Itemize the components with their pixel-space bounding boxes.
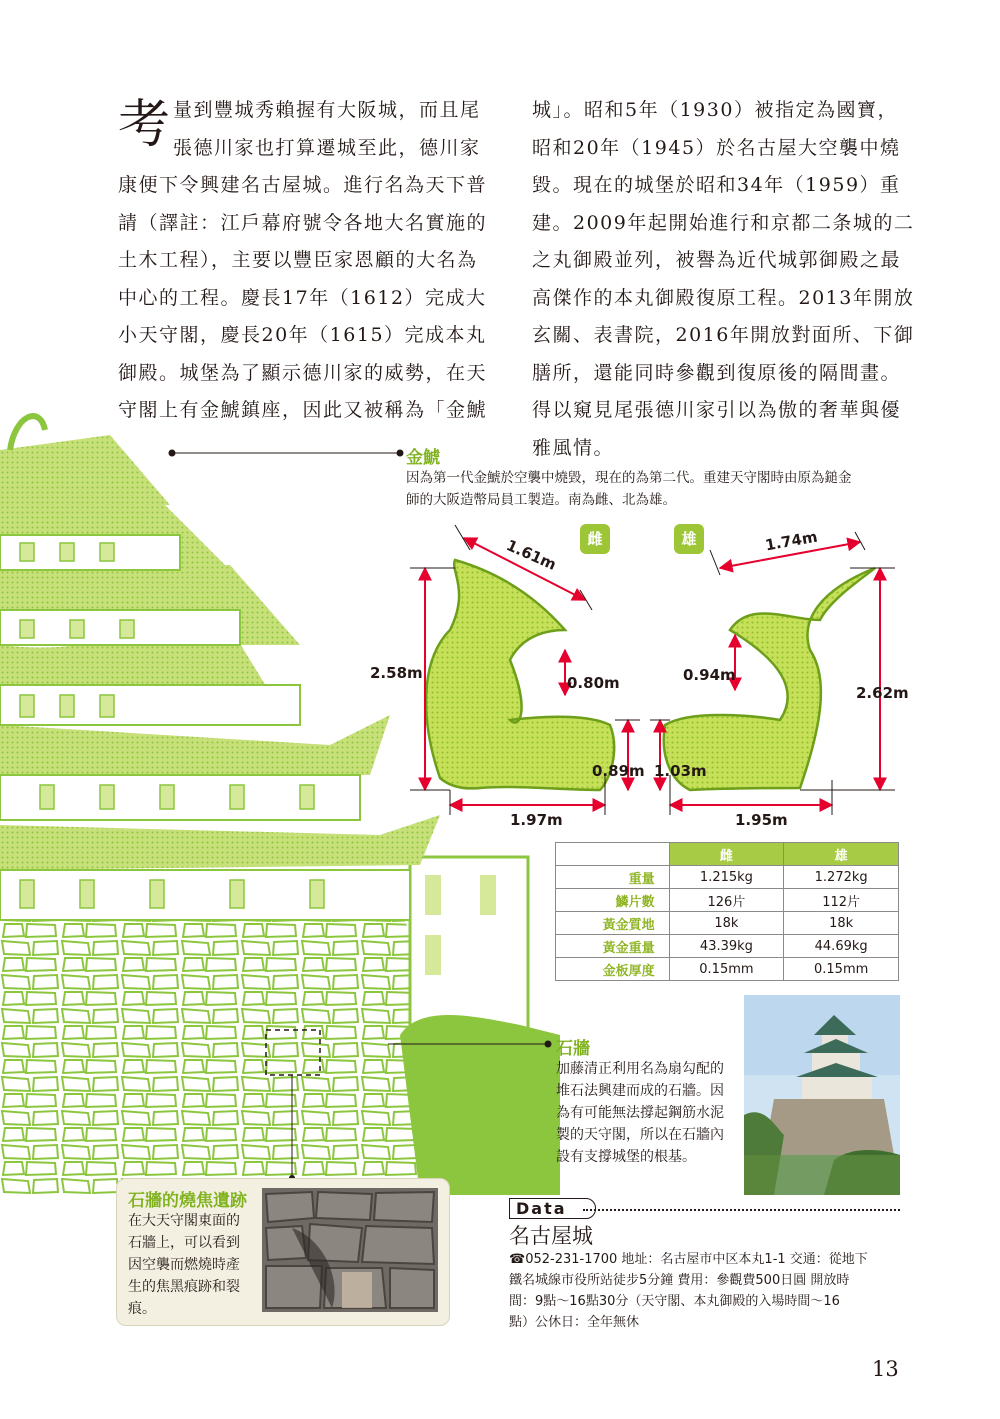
table-header-row xyxy=(556,843,899,866)
info-line: 間：9點～16點30分（天守閣、本丸御殿的入場時間～16 xyxy=(509,1294,840,1309)
table-row xyxy=(556,912,899,935)
info-line: ☎052-231-1700 地址：名古屋市中区本丸1-1 交通：從地下 xyxy=(509,1252,868,1267)
table-header: 雄 xyxy=(784,843,899,866)
text-line: 高傑作的本丸御殿復原工程。2013年開放 xyxy=(532,286,915,309)
page-number: 13 xyxy=(872,1357,899,1381)
table-row xyxy=(556,958,899,981)
burn-marks-caption xyxy=(128,1210,240,1320)
caption-line: 生的焦黑痕跡和裂 xyxy=(128,1279,240,1295)
text-line: 小天守閣，慶長20年（1615）完成本丸 xyxy=(118,324,487,346)
cell-male: 112片 xyxy=(784,889,899,912)
text-line: 張德川家也打算遷城至此，德川家 xyxy=(173,136,481,159)
text-line: 膳所，還能同時參觀到復原後的隔間畫。 xyxy=(532,361,902,384)
text-line: 中心的工程。慶長17年（1612）完成大 xyxy=(118,286,487,309)
data-tag: Data xyxy=(509,1198,596,1219)
text-line: 得以窺見尾張德川家引以為傲的奢華與優 xyxy=(532,399,902,421)
dim-female-height: 2.58m xyxy=(370,664,423,682)
female-badge: 雌 xyxy=(580,524,610,554)
info-line: 鐵名城線市役所站徒步5分鐘 費用：參觀費500日圓 開放時 xyxy=(509,1273,850,1288)
text-line: 御殿。城堡為了顯示德川家的威勢，在天 xyxy=(118,361,488,384)
text-line: 量到豐城秀賴握有大阪城，而且尾 xyxy=(173,99,481,121)
caption-line: 製的天守閣，所以在石牆內 xyxy=(556,1127,724,1143)
caption-line: 為有可能無法撐起鋼筋水泥 xyxy=(556,1105,724,1121)
data-divider xyxy=(583,1209,900,1211)
stone-wall-caption xyxy=(556,1058,724,1168)
text-line: 建。2009年起開始進行和京都二条城的二 xyxy=(532,211,915,234)
caption-line: 加藤清正利用名為扇勾配的 xyxy=(556,1061,724,1077)
caption-line: 設有支撐城堡的根基。 xyxy=(556,1149,696,1165)
row-label: 重量 xyxy=(556,866,670,889)
cell-female: 0.15mm xyxy=(669,958,784,981)
article-right-column xyxy=(532,92,914,467)
dim-female-head: 0.80m xyxy=(567,674,620,692)
kinshachi-diagram xyxy=(360,520,900,840)
caption-line: 痕。 xyxy=(128,1301,156,1317)
kinshachi-title: 金鯱 xyxy=(406,448,440,468)
text-line: 玄關、表書院，2016年開放對面所、下御 xyxy=(532,324,915,346)
text-line: 土木工程），主要以豐臣家恩顧的大名為 xyxy=(118,249,478,271)
table-header: 雌 xyxy=(669,843,784,866)
row-label: 金板厚度 xyxy=(556,958,670,981)
article-left-lead xyxy=(173,92,481,167)
text-line: 請（譯註：江戶幕府號令各地大名實施的 xyxy=(118,211,488,234)
caption-line: 堆石法興建而成的石牆。因 xyxy=(556,1083,724,1099)
dim-male-head: 0.94m xyxy=(683,666,736,684)
row-label: 鱗片數 xyxy=(556,889,670,912)
dim-male-width: 1.95m xyxy=(735,811,788,829)
dim-male-height: 2.62m xyxy=(856,684,909,702)
data-info xyxy=(509,1249,868,1333)
caption-line: 石牆上，可以看到 xyxy=(128,1235,240,1251)
table-row xyxy=(556,889,899,912)
caption-line: 因為第一代金鯱於空襲中燒毀，現在的為第二代。重建天守閣時由原為鎚金 xyxy=(406,470,852,486)
caption-line: 在大天守閣東面的 xyxy=(128,1213,240,1229)
dim-male-base: 1.03m xyxy=(654,762,707,780)
place-name: 名古屋城 xyxy=(509,1224,593,1248)
dim-female-diagonal: 1.61m xyxy=(503,536,560,574)
table-corner xyxy=(556,843,670,866)
dim-male-diagonal: 1.74m xyxy=(763,527,819,555)
cell-female: 43.39kg xyxy=(669,935,784,958)
stone-wall-title: 石牆 xyxy=(556,1039,590,1059)
row-label: 黃金質地 xyxy=(556,912,670,935)
cell-female: 1.215kg xyxy=(669,866,784,889)
burn-marks-title: 石牆的燒焦遺跡 xyxy=(128,1191,247,1211)
cell-male: 0.15mm xyxy=(784,958,899,981)
burn-marks-photo xyxy=(262,1188,438,1312)
male-badge: 雄 xyxy=(674,524,704,554)
cell-female: 18k xyxy=(669,912,784,935)
cell-male: 1.272kg xyxy=(784,866,899,889)
caption-line: 師的大阪造幣局員工製造。南為雌、北為雄。 xyxy=(406,492,676,508)
dim-female-width: 1.97m xyxy=(510,811,563,829)
text-line: 昭和20年（1945）於名古屋大空襲中燒 xyxy=(532,136,901,159)
table-row xyxy=(556,935,899,958)
cell-male: 44.69kg xyxy=(784,935,899,958)
kinshachi-caption xyxy=(406,467,852,511)
drop-cap: 考 xyxy=(118,95,171,155)
text-line: 城」。昭和5年（1930）被指定為國寶， xyxy=(532,99,898,121)
castle-photo xyxy=(744,995,900,1195)
caption-line: 因空襲而燃燒時產 xyxy=(128,1257,240,1273)
text-line: 毀。現在的城堡於昭和34年（1959）重 xyxy=(532,174,901,196)
table-row xyxy=(556,866,899,889)
cell-female: 126片 xyxy=(669,889,784,912)
kinshachi-spec-table xyxy=(555,842,899,981)
row-label: 黃金重量 xyxy=(556,935,670,958)
cell-male: 18k xyxy=(784,912,899,935)
info-line: 點）公休日：全年無休 xyxy=(509,1315,640,1330)
text-line: 雅風情。 xyxy=(532,436,615,459)
text-line: 守閣上有金鯱鎮座，因此又被稱為「金鯱 xyxy=(118,399,488,421)
text-line: 康便下令興建名古屋城。進行名為天下普 xyxy=(118,174,488,196)
article-left-column xyxy=(118,167,487,430)
text-line: 之丸御殿並列，被譽為近代城郭御殿之最 xyxy=(532,249,902,271)
dim-female-base: 0.89m xyxy=(592,762,645,780)
